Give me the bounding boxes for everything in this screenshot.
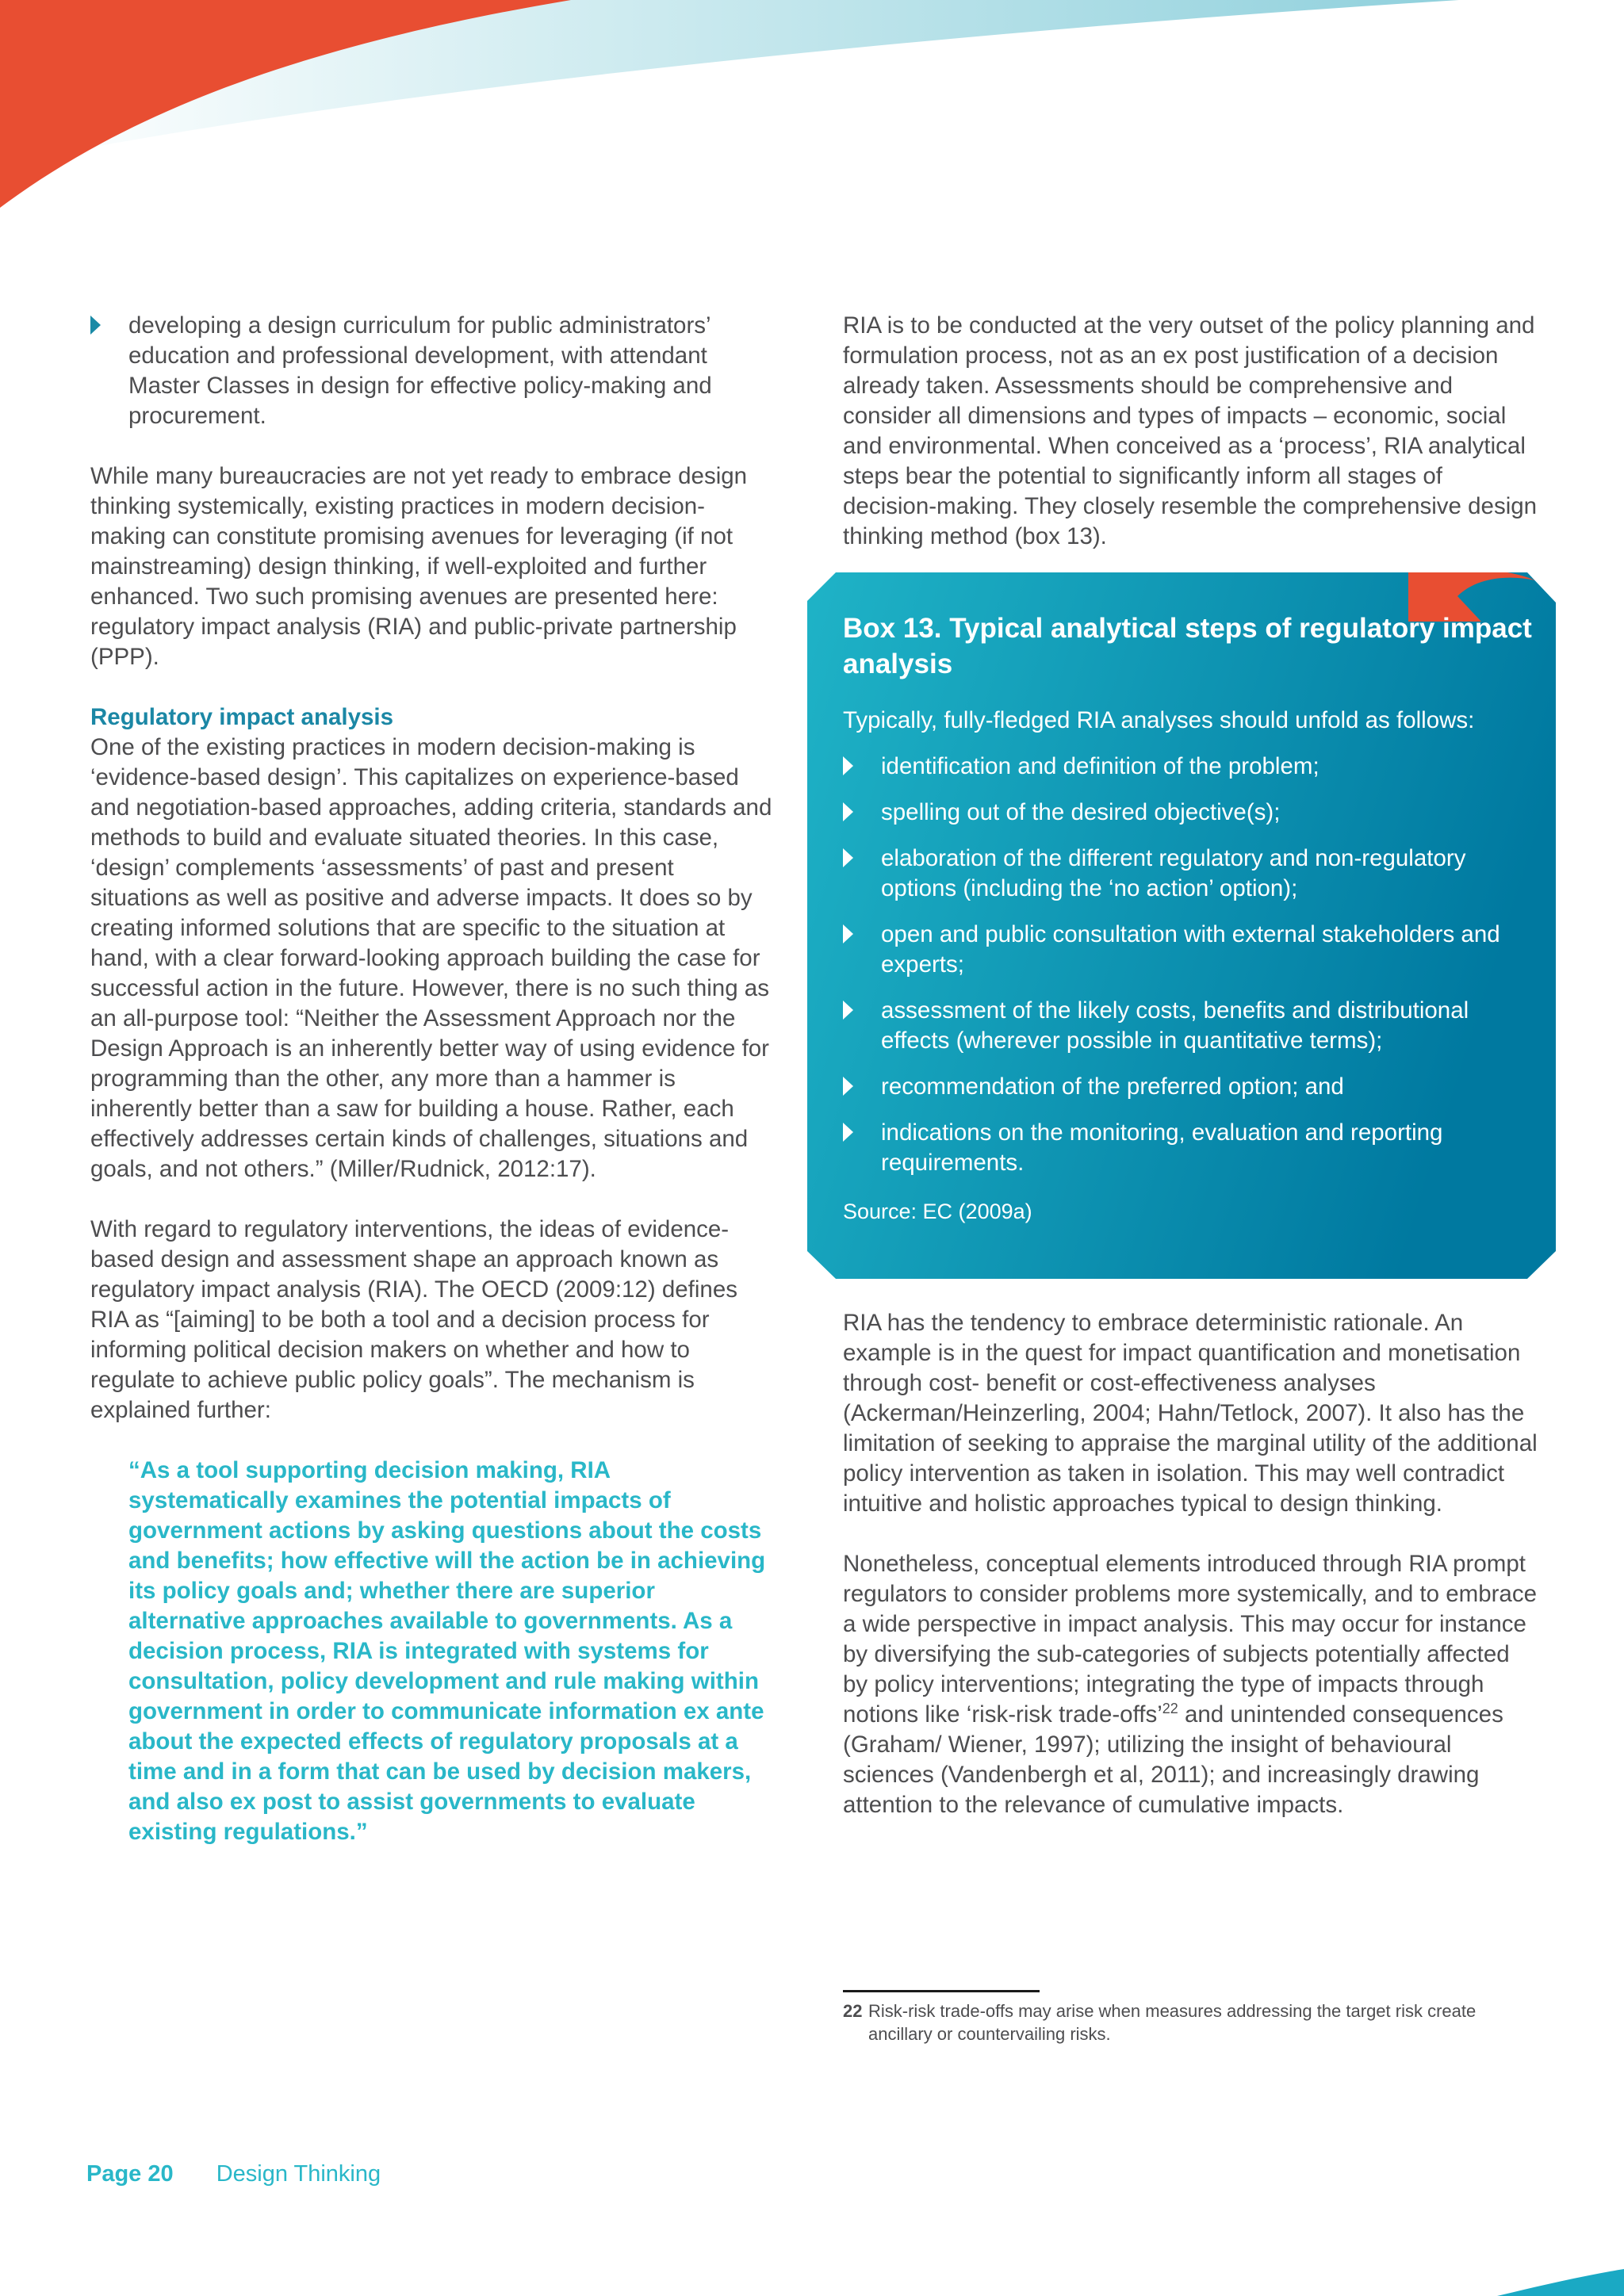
right-column-top xyxy=(843,311,1541,552)
triangle-bullet-icon xyxy=(843,924,853,943)
list-item: recommendation of the preferred option; and xyxy=(843,1072,1533,1102)
list-item: indications on the monitoring, evaluation and reporting requirements. xyxy=(843,1118,1533,1178)
triangle-bullet-icon xyxy=(843,1123,853,1142)
info-box xyxy=(807,572,1556,1279)
footnote-reference[interactable]: 22 xyxy=(1162,1701,1178,1717)
left-column xyxy=(90,311,774,1847)
list-item: spelling out of the desired objective(s); xyxy=(843,798,1533,828)
list-item: identification and definition of the problem; xyxy=(843,752,1533,782)
bullet-text: developing a design curriculum for public administrators’ education and professional development, with attendant Master Classes in design for effective policy-making and procurement. xyxy=(128,312,712,429)
paragraph: One of the existing practices in modern decision-making is ‘evidence-based design’. This capitalizes on experience-based and negotiation-based approaches, adding criteria, standards and methods to build and evaluate situated theories. In this case, ‘design’ complements ‘assessments’ of past and present situations as well as positive and adverse impacts. It does so by creating informed solutions that are specific to the situation at hand, with a clear forward-looking approach building the case for successful action in the future. However, there is no such thing as an all-purpose tool: “Neither the Assessment Approach nor the Design Approach is an inherently better way of using evidence for programming than the other, any more than a hammer is inherently better than a saw for building a house. Rather, each effectively addresses certain kinds of challenges, situations and goals, and not others.” (Miller/Rudnick, 2012:17). xyxy=(90,734,772,1182)
footer-corner-decoration xyxy=(1497,2264,1624,2296)
footnote xyxy=(843,1999,1541,2045)
triangle-bullet-icon xyxy=(90,316,101,335)
triangle-bullet-icon xyxy=(843,756,853,775)
list-item: assessment of the likely costs, benefits and distributional effects (wherever possible in quantitative terms); xyxy=(843,996,1533,1056)
footnote-number: 22 xyxy=(843,2001,863,2021)
list-item: open and public consultation with external stakeholders and experts; xyxy=(843,920,1533,980)
info-box-list xyxy=(843,752,1533,1178)
page-footer xyxy=(86,2160,381,2188)
bullet-item xyxy=(90,311,774,431)
header-swoosh-decoration xyxy=(0,0,1624,222)
section-subheading: Regulatory impact analysis xyxy=(90,704,394,730)
triangle-bullet-icon xyxy=(843,802,853,821)
info-box-title: Box 13. Typical analytical steps of regulatory impact analysis xyxy=(843,613,1532,679)
list-item: elaboration of the different regulatory and non-regulatory options (including the ‘no action’ option); xyxy=(843,844,1533,904)
footnote-divider xyxy=(843,1990,1040,1992)
page-number: Page 20 xyxy=(86,2161,174,2187)
right-column-bottom xyxy=(843,1308,1541,1820)
info-box-intro: Typically, fully-fledged RIA analyses should unfold as follows: xyxy=(843,707,1475,733)
info-box-source: Source: EC (2009a) xyxy=(843,1200,1032,1223)
footnote-text: Risk-risk trade-offs may arise when measures addressing the target risk create ancillary or countervailing risks. xyxy=(868,2001,1477,2044)
paragraph: RIA is to be conducted at the very outset of the policy planning and formulation process, not as an ex post justification of a decision already taken. Assessments should be comprehensive and consider all dimensions and types of impacts – economic, social and environmental. When conceived as a ‘process’, RIA analytical steps bear the potential to significantly inform all stages of decision-making. They closely resemble the comprehensive design thinking method (box 13). xyxy=(843,312,1538,549)
publication-title: Design Thinking xyxy=(216,2161,381,2187)
triangle-bullet-icon xyxy=(843,1001,853,1020)
paragraph: With regard to regulatory interventions, the ideas of evidence-based design and assessment shape an approach known as regulatory impact analysis (RIA). The OECD (2009:12) defines RIA as “[aiming] to be both a tool and a decision process for informing political decision makers on whether and how to regulate to achieve public policy goals”. The mechanism is explained further: xyxy=(90,1216,737,1423)
triangle-bullet-icon xyxy=(843,848,853,867)
paragraph: Nonetheless, conceptual elements introduced through RIA prompt regulators to consider problems more systemically, and to embrace a wide perspective in impact analysis. This may occur for instance by diversifying the sub-categories of subjects potentially affected by policy interventions; integrating the type of impacts through notions like ‘risk-risk trade-offs’$^{22}$ and unintended consequences (Graham/ Wiener, 1997); utilizing the insight of behavioural sciences (Vandenbergh et al, 2011); and increasingly drawing attention to the relevance of cumulative impacts. xyxy=(843,1551,1537,1818)
paragraph: While many bureaucracies are not yet ready to embrace design thinking systemically, existing practices in modern decision-making can constitute promising avenues for leveraging (if not mainstreaming) design thinking, if well-exploited and further enhanced. Two such promising avenues are presented here: regulatory impact analysis (RIA) and public-private partnership (PPP). xyxy=(90,463,748,670)
triangle-bullet-icon xyxy=(843,1077,853,1096)
paragraph: RIA has the tendency to embrace deterministic rationale. An example is in the quest for impact quantification and monetisation through cost- benefit or cost-effectiveness analyses (Ackerman/Heinzerling, 2004; Hahn/Tetlock, 2007). It also has the limitation of seeking to appraise the marginal utility of the additional policy intervention as taken in isolation. This may well contradict intuitive and holistic approaches typical to design thinking. xyxy=(843,1310,1538,1517)
block-quote: “As a tool supporting decision making, RIA systematically examines the potential impacts of government actions by asking questions about the costs and benefits; how effective will the action be in achieving its policy goals and; whether there are superior alternative approaches available to governments. As a decision process, RIA is integrated with systems for consultation, policy development and rule making within government in order to communicate information ex ante about the expected effects of regulatory proposals at a time and in a form that can be used by decision makers, and also ex post to assist governments to evaluate existing regulations.” xyxy=(128,1457,766,1845)
info-box-content xyxy=(843,610,1533,1226)
